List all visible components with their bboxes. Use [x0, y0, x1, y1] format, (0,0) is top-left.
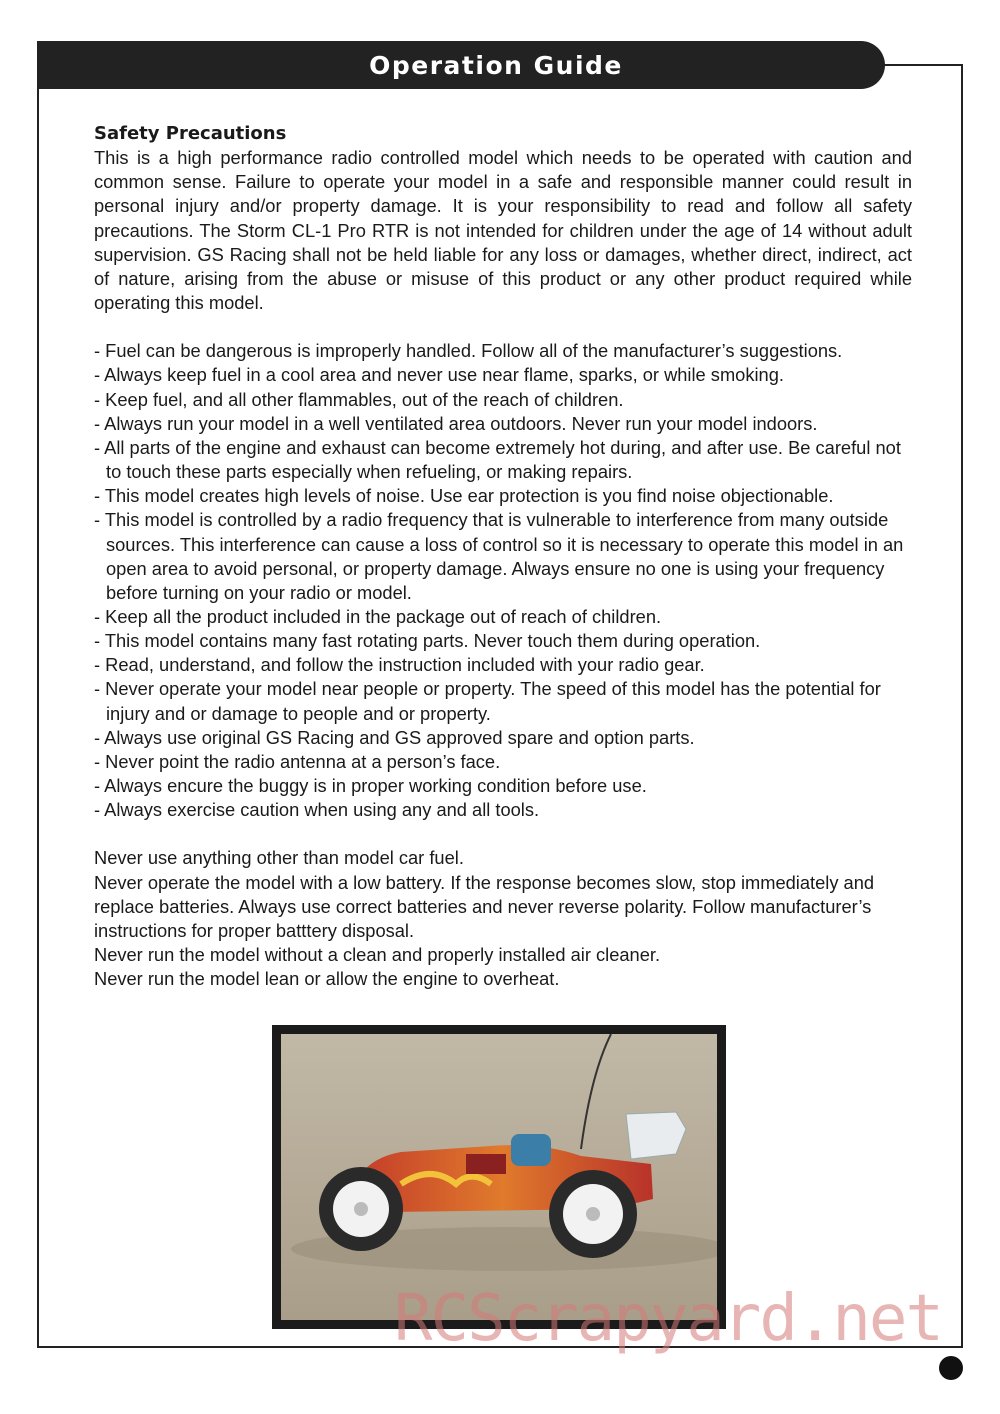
bullet-item: - Read, understand, and follow the instruction included with your radio gear. [94, 654, 705, 676]
bullet-item: - Never operate your model near people or property. The speed of this model has the potential for injury and or damage to people and or property. [94, 678, 881, 724]
bullet-item: - Never point the radio antenna at a person’s face. [94, 750, 501, 772]
notes-block [94, 846, 912, 991]
note-line: Never use anything other than model car fuel. [94, 847, 464, 869]
bullet-item: - Fuel can be dangerous is improperly handled. Follow all of the manufacturer’s suggestions. [94, 340, 843, 362]
bullet-item: - Always keep fuel in a cool area and never use near flame, sparks, or while smoking. [94, 364, 784, 386]
header-bar [37, 41, 885, 89]
safety-bullet-list [94, 339, 912, 822]
bullet-item: - This model contains many fast rotating parts. Never touch them during operation. [94, 630, 761, 652]
rear-wing [626, 1112, 686, 1159]
watermark-text: RCScrapyard.net [394, 1282, 942, 1356]
note-line: Never operate the model with a low battery. If the response becomes slow, stop immediately and replace batteries. Always use correct batteries and never reverse polarity. Follow manufacturer’s instructions for proper batttery disposal. [94, 871, 875, 941]
bullet-item: - Always encure the buggy is in proper working condition before use. [94, 775, 647, 797]
bullet-item: - This model is controlled by a radio frequency that is vulnerable to interference from many outside sources. This interference can cause a loss of control so it is necessary to operate this model in an open area to avoid personal, or property damage. Always ensure no one is using your frequency before turning on your radio or model. [94, 509, 904, 603]
engine-block [466, 1154, 506, 1174]
intro-paragraph: This is a high performance radio controlled model which needs to be operated with caution and common sense. Failure to operate your model in a safe and responsible manner could result in personal injury and/or property damage. It is your responsibility to read and follow all safety precautions. The Storm CL-1 Pro RTR is not intended for children under the age of 14 without adult supervision. GS Racing shall not be held liable for any loss or damages, whether direct, indirect, act of nature, arising from the abuse or misuse of this product or any other product required while operating this model. [94, 147, 912, 314]
bullet-item: - Always use original GS Racing and GS approved spare and option parts. [94, 726, 695, 748]
bullet-item: - This model creates high levels of noise. Use ear protection is you find noise objectionable. [94, 485, 834, 507]
bullet-item: - Keep fuel, and all other flammables, out of the reach of children. [94, 388, 624, 410]
bullet-item: - Always run your model in a well ventilated area outdoors. Never run your model indoors. [94, 412, 818, 434]
rear-hub [586, 1207, 600, 1221]
bullet-item: - Keep all the product included in the package out of reach of children. [94, 605, 662, 627]
fuel-tank [511, 1134, 551, 1166]
note-line: Never run the model without a clean and properly installed air cleaner. [94, 944, 661, 965]
content-area [94, 122, 912, 991]
section-title: Safety Precautions [94, 123, 287, 144]
note-line: Never run the model lean or allow the engine to overheat. [94, 968, 560, 990]
spacer [94, 822, 912, 846]
front-hub [354, 1202, 368, 1216]
spacer [94, 315, 912, 339]
page-marker-dot [939, 1356, 963, 1380]
bullet-item: - All parts of the engine and exhaust can become extremely hot during, and after use. Be careful not to touch these parts especially when refueling, or making repairs. [94, 436, 901, 483]
page-title: Operation Guide [369, 50, 623, 80]
bullet-item: - Always exercise caution when using any and all tools. [94, 799, 540, 821]
